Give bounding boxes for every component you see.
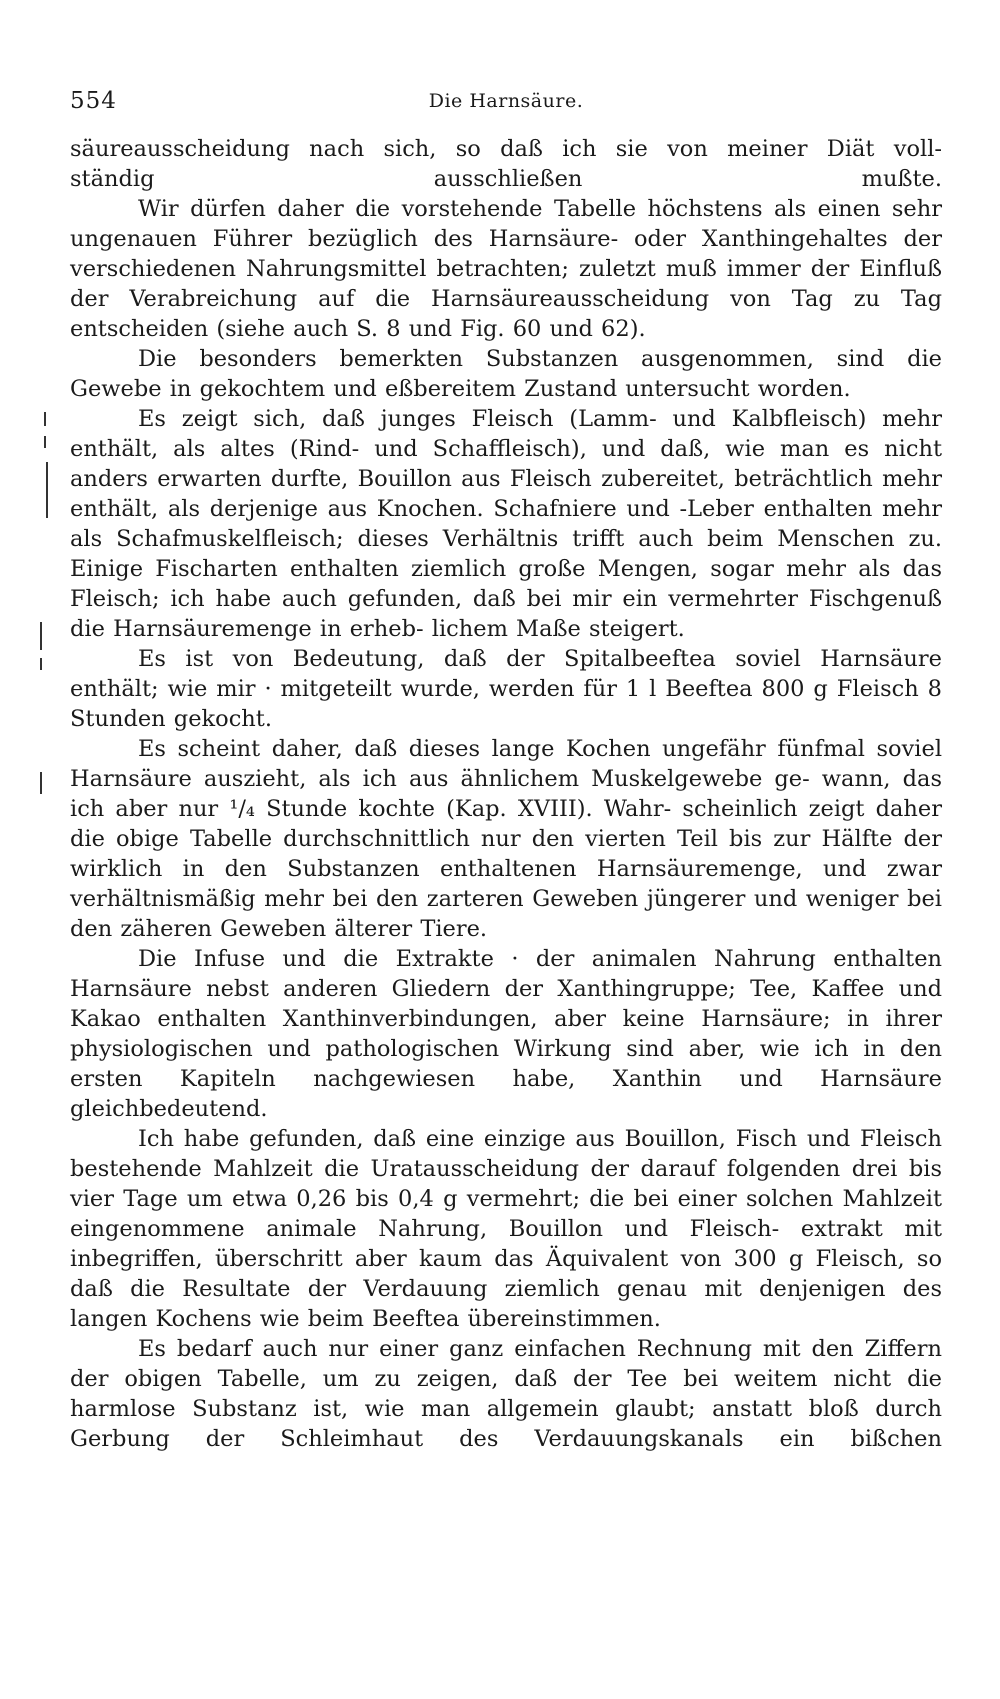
text-line: vierten Teil bis zur Hälfte der wirklich in den Substanzen enthaltenen [70,826,942,882]
text-line: Es bedarf auch nur einer ganz einfachen Rechnung mit den [138,1336,854,1362]
text-line: Die besonders bemerkten Substanzen ausgenommen, sind die [138,346,942,372]
page-header [70,88,942,118]
text-line: Ziffern der obigen Tabelle, um zu zeigen, daß der Tee bei weitem [70,1336,942,1392]
text-line: wann, das ich aber nur ¹/₄ Stunde kochte (Kap. XVIII). Wahr- [70,766,942,822]
text-line: sehr ungenauen Führer bezüglich des Harnsäure- oder Xanthingehaltes [70,196,942,252]
text-line: Es zeigt sich, daß junges Fleisch (Lamm- und Kalbfleisch) mehr [138,406,942,432]
margin-pencil-mark [40,622,42,650]
margin-pencil-mark [40,658,42,670]
text-line: bei mir ein vermehrter Fischgenuß die Harnsäuremenge in erheb- [70,586,943,642]
text-line: und Kakao enthalten Xanthinverbindungen, aber keine Harnsäure; in [70,976,942,1032]
text-line: Fleisch 8 Stunden gekocht. [70,676,942,732]
text-line: ständig ausschließen mußte. [70,166,942,192]
margin-pencil-mark [46,462,48,518]
text-line: Fleisch bestehende Mahlzeit die Uratausscheidung der darauf folgenden [70,1126,942,1182]
text-line: Wir dürfen daher die vorstehende Tabelle höchstens als einen [138,196,881,222]
text-line: nicht die harmlose Substanz ist, wie man allgemein glaubt; anstatt [70,1366,943,1422]
paragraph [70,734,942,944]
paragraph [70,944,942,1124]
margin-pencil-mark [44,412,46,426]
text-line: Harnsäuremenge, und zwar verhältnismäßig mehr bei den zarteren [70,856,943,912]
text-line: soviel Harnsäure auszieht, als ich aus ähnlichem Muskelgewebe ge- [70,736,943,792]
paragraph [70,344,942,404]
text-line: solchen Mahlzeit eingenommene animale Nahrung, Bouillon und Fleisch- [70,1186,942,1242]
text-line: Gewebe in gekochtem und eßbereitem Zustand untersucht worden. [70,376,851,402]
text-line: lichem Maße steigert. [431,616,685,642]
text-line: extrakt mit inbegriffen, überschritt aber kaum das Äquivalent von [70,1216,942,1272]
text-line: der verschiedenen Nahrungsmittel betrachten; zuletzt muß immer der [70,226,942,282]
text-line: 300 g Fleisch, so daß die Resultate der Verdauung ziemlich genau [70,1246,943,1302]
text-line: Es ist von Bedeutung, daß der Spitalbeeftea soviel Harnsäure [138,646,942,672]
margin-pencil-mark [44,436,46,448]
text-line: Harnsäure nebst anderen Gliedern der Xanthingruppe; Tee, Kaffee [70,976,885,1002]
text-line: gleichbedeutend. [70,1096,268,1122]
text-line: Die Infuse und die Extrakte · der animalen Nahrung enthalten [138,946,942,972]
text-line: Mengen, sogar mehr als das Fleisch; ich habe auch gefunden, daß [70,556,943,612]
body-text [70,134,942,1454]
paragraph [70,1124,942,1334]
margin-pencil-mark [40,772,42,794]
text-line: mehr enthält, als derjenige aus Knochen. Schafniere und -Leber [70,466,942,522]
text-line: mit denjenigen des langen Kochens wie beim Beeftea übereinstimmen. [70,1276,943,1332]
text-line: Einfluß der Verabreichung auf die Harnsäureausscheidung von Tag [70,256,943,312]
text-line: enthalten mehr als Schafmuskelfleisch; dieses Verhältnis trifft auch [70,496,942,552]
text-line: säureausscheidung nach sich, so daß ich sie von meiner Diät voll- [70,136,942,162]
page-number: 554 [70,88,117,114]
text-line: Es scheint daher, daß dieses lange Kochen ungefähr fünfmal [138,736,865,762]
text-line: scheinlich zeigt daher die obige Tabelle durchschnittlich nur den [70,796,942,852]
text-line: zu Tag entscheiden (siehe auch S. 8 und Fig. 60 und 62). [70,286,942,342]
text-line: enthält; wie mir · mitgeteilt wurde, werden für 1 l Beeftea 800 g [70,676,828,702]
running-title: Die Harnsäure. [428,90,584,112]
text-line: in den ersten Kapiteln nachgewiesen habe, Xanthin und Harnsäure [70,1036,942,1092]
text-line: anders erwarten durfte, Bouillon aus Fleisch zubereitet, beträchtlich [70,466,873,492]
text-line: beim Menschen zu. Einige Fischarten enthalten ziemlich große [70,526,942,582]
text-line: bloß durch Gerbung der Schleimhaut des Verdauungskanals ein bißchen [70,1396,942,1452]
paragraph [70,194,942,344]
text-line: ihrer physiologischen und pathologischen Wirkung sind aber, wie ich [70,1006,942,1062]
paragraph [70,134,942,194]
text-line: Geweben jüngerer und weniger bei den zäheren Geweben älterer Tiere. [70,886,942,942]
paragraph [70,644,942,734]
text-line: drei bis vier Tage um etwa 0,26 bis 0,4 g vermehrt; die bei einer [70,1156,942,1212]
paragraph [70,404,942,644]
text-line: enthält, als altes (Rind- und Schaffleisch), und daß, wie man es nicht [70,436,942,462]
paragraph [70,1334,942,1454]
text-line: Ich habe gefunden, daß eine einzige aus Bouillon, Fisch und [138,1126,851,1152]
